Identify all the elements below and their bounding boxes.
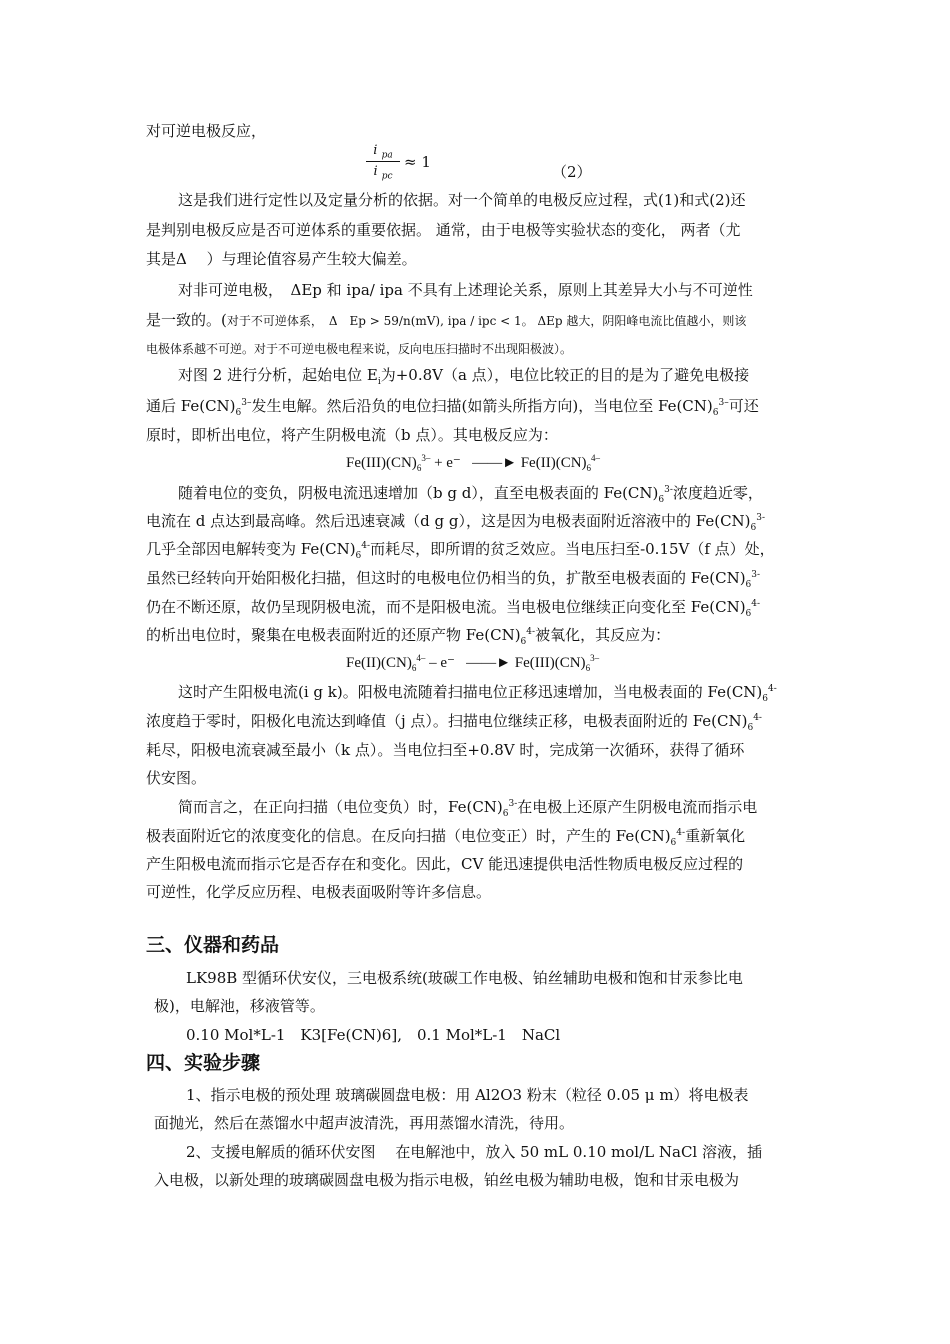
fraction-numerator: i $_{pa}$: [373, 143, 393, 161]
reduction-equation: $Fe(III)(CN)_6^{3-} + e^-$ ——► $Fe(II)(CN)_6^{4-}$: [346, 453, 601, 473]
paragraph-line: 其是Δ ）与理论值容易产生较大偏差。: [146, 250, 417, 268]
paragraph-line: 电极体系越不可逆。对于不可逆电极电程来说，反向电压扫描时不出现阳极波）。: [146, 342, 573, 356]
paragraph-line: 产生阳极电流而指示它是否存在和变化。因此，CV 能迅速提供电活性物质电极反应过程的: [146, 855, 744, 873]
paragraph-line: 简而言之，在正向扫描（电位变负）时，$Fe(CN)_6^{3-}$在电极上还原产生阴极电流而指示电: [178, 798, 758, 819]
paragraph-line: 是一致的。(对于不可逆体系， Δ Ep > 59/n(mV), ipa / ipc < 1。 ΔEp 越大，阴阳峰电流比值越小，则该: [146, 311, 747, 329]
paragraph-line: 这时产生阳极电流(i g k)。阳极电流随着扫描电位正移迅速增加，当电极表面的 $Fe(CN)_6^{4-}$: [178, 683, 777, 704]
paragraph-line: 几乎全部因电解转变为 $Fe(CN)_6^{4-}$而耗尽，即所谓的贫乏效应。当电压扫至-0.15V（f 点）处，: [146, 540, 775, 561]
paragraph-line: 是判别电极反应是否可逆体系的重要依据。 通常，由于电极等实验状态的变化， 两者（尤: [146, 221, 741, 239]
approx-one: ≈ 1: [404, 153, 431, 171]
current-ratio-fraction: [366, 143, 400, 180]
paragraph-line: 浓度趋于零时，阳极化电流达到峰值（j 点）。扫描电位继续正移，电极表面附近的 $Fe(CN)_6^{4-}$: [146, 712, 762, 733]
paragraph-line: 1、指示电极的预处理 玻璃碳圆盘电极：用 Al2O3 粉末（粒径 0.05 μ m）将电极表: [186, 1086, 749, 1104]
paragraph-line: 随着电位的变负，阴极电流迅速增加（b g d），直至电极表面的 $Fe(CN)_6^{3-}$浓度趋近零，: [178, 484, 763, 505]
fraction-bar: [366, 161, 400, 162]
section-heading-instruments: 三、仪器和药品: [146, 934, 280, 956]
section-heading-procedure: 四、实验步骤: [146, 1052, 261, 1074]
paragraph-line: 可逆性，化学反应历程、电极表面吸附等许多信息。: [146, 883, 492, 901]
paragraph-line: 这是我们进行定性以及定量分析的依据。对一个简单的电极反应过程，式(1)和式(2)还: [178, 191, 746, 209]
paragraph-line: 虽然已经转向开始阳极化扫描，但这时的电极电位仍相当的负，扩散至电极表面的 $Fe(CN)_6^{3-}$: [146, 569, 761, 590]
reagents-line: 0.10 Mol*L-1 K3[Fe(CN)6], 0.1 Mol*L-1 NaCl: [186, 1026, 561, 1044]
paragraph-line: 对图 2 进行分析，起始电位 $E_i$为+0.8V（a 点），电位比较正的目的是为了避免电极接: [178, 366, 750, 387]
paragraph-line: 极)，电解池，移液管等。: [154, 997, 325, 1015]
paragraph-line: 对可逆电极反应，: [146, 122, 267, 140]
fraction-denominator: i $_{pc}$: [373, 164, 393, 182]
paragraph-line: 面抛光，然后在蒸馏水中超声波清洗，再用蒸馏水清洗，待用。: [154, 1114, 575, 1132]
paragraph-line: 通后 $Fe(CN)_6^{3-}$发生电解。然后沿负的电位扫描(如箭头所指方向)，当电位至 $Fe(CN)_6^{3-}$可还: [146, 397, 759, 418]
paragraph-line: 极表面附近它的浓度变化的信息。在反向扫描（电位变正）时，产生的 $Fe(CN)_6^{4-}$重新氧化: [146, 827, 746, 848]
arrow: ——►: [472, 455, 517, 471]
arrow: ——►: [466, 655, 511, 671]
equation-number: （2）: [552, 163, 592, 181]
paragraph-line: 耗尽，阳极电流衰减至最小（k 点）。当电位扫至+0.8V 时，完成第一次循环，获得了循环: [146, 741, 745, 759]
paragraph-line: 对非可逆电极， ΔEp 和 ipa/ ipa 不具有上述理论关系，原则上其差异大小与不可逆性: [178, 281, 753, 299]
paragraph-line: 仍在不断还原，故仍呈现阴极电流，而不是阳极电流。当电极电位继续正向变化至 $Fe(CN)_6^{4-}$: [146, 598, 761, 619]
paragraph-line: LK98B 型循环伏安仪，三电极系统(玻碳工作电极、铂丝辅助电极和饱和甘汞参比电: [186, 969, 743, 987]
oxidation-equation: $Fe(II)(CN)_6^{4-} - e^-$ ——► $Fe(III)(CN)_6^{3-}$: [346, 653, 600, 673]
paragraph-line: 入电极，以新处理的玻璃碳圆盘电极为指示电极，铂丝电极为辅助电极，饱和甘汞电极为: [154, 1171, 740, 1189]
paragraph-line: 2、支援电解质的循环伏安图 在电解池中，放入 50 mL 0.10 mol/L NaCl 溶液，插: [186, 1143, 763, 1161]
paragraph-line: 原时，即析出电位，将产生阴极电流（b 点）。其电极反应为：: [146, 426, 558, 444]
paragraph-line: 的析出电位时，聚集在电极表面附近的还原产物 $Fe(CN)_6^{4-}$被氧化，其反应为：: [146, 626, 671, 647]
paragraph-line: 伏安图。: [146, 769, 207, 787]
paragraph-line: 电流在 d 点达到最高峰。然后迅速衰减（d g g），这是因为电极表面附近溶液中的 $Fe(CN)_6^{3-}$: [146, 512, 766, 533]
